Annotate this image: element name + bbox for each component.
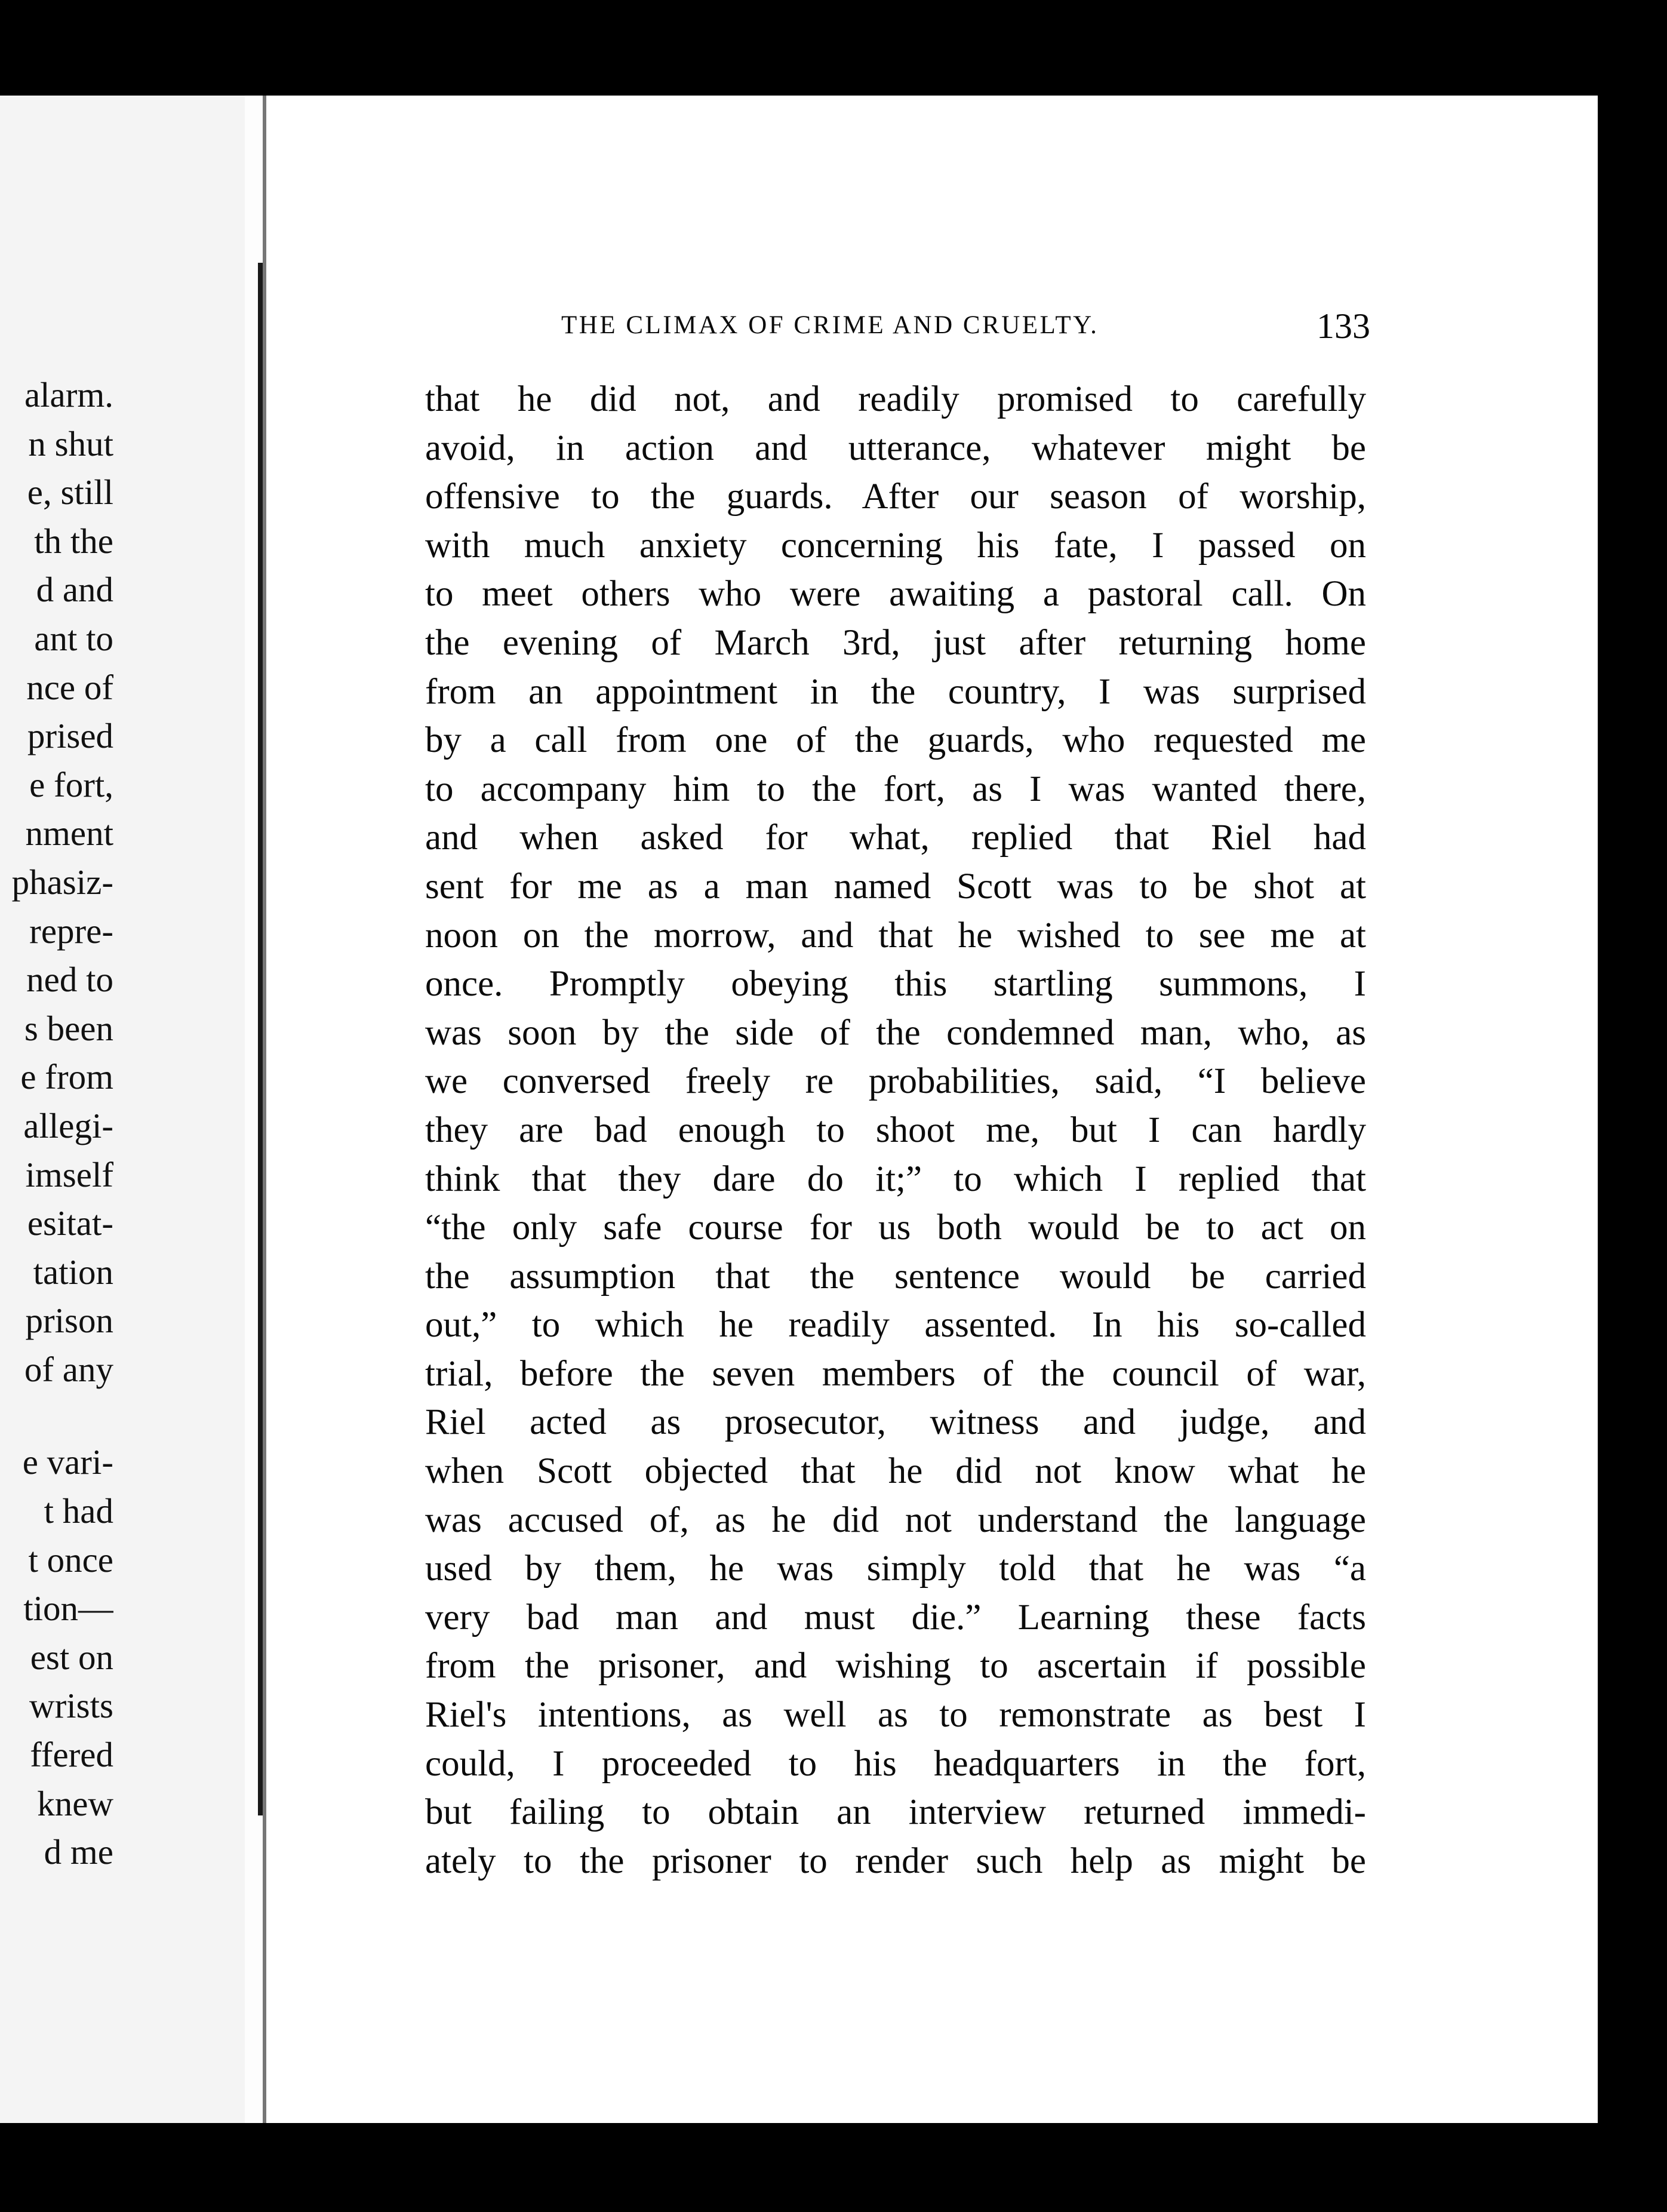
previous-page-line: imself	[25, 1154, 113, 1194]
previous-page-line: esitat-	[27, 1203, 113, 1243]
text-line: the evening of March 3rd, just after returning home	[425, 622, 1366, 663]
text-line: used by them, he was simply told that he was “a	[425, 1549, 1366, 1589]
text-line: out,” to which he readily assented. In his so-called	[425, 1305, 1366, 1345]
previous-page-line: nce of	[26, 667, 113, 707]
text-line: offensive to the guards. After our season of worship,	[425, 477, 1366, 517]
previous-page-fragment	[0, 96, 257, 2123]
previous-page-text	[0, 371, 113, 1877]
previous-page-lines-bottom	[0, 1438, 113, 1876]
previous-page-lines-top	[0, 371, 113, 1394]
previous-page-line: e vari-	[22, 1442, 113, 1482]
body-text	[425, 375, 1366, 1885]
text-line: noon on the morrow, and that he wished to see me at	[425, 915, 1366, 956]
text-line: but failing to obtain an interview returned immedi-	[425, 1792, 1366, 1833]
previous-page-line: nment	[25, 813, 113, 853]
previous-page-line: tion—	[23, 1589, 113, 1629]
running-head-title: THE CLIMAX OF CRIME AND CRUELTY.	[561, 311, 1099, 339]
text-line: ately to the prisoner to render such help as might be	[425, 1841, 1366, 1881]
previous-page-line: e, still	[27, 472, 113, 512]
previous-page-line: e from	[20, 1057, 113, 1097]
previous-page-line: tation	[33, 1252, 113, 1292]
text-line: by a call from one of the guards, who requested me	[425, 720, 1366, 761]
previous-page-line: d me	[44, 1832, 113, 1872]
previous-page-line: ffered	[30, 1735, 113, 1775]
text-line: the assumption that the sentence would be carried	[425, 1256, 1366, 1297]
text-line: trial, before the seven members of the council of war,	[425, 1353, 1366, 1394]
text-line: to accompany him to the fort, as I was wanted there,	[425, 769, 1366, 809]
text-line: very bad man and must die.” Learning these facts	[425, 1597, 1366, 1638]
text-line: think that they dare do it;” to which I replied that	[425, 1159, 1366, 1199]
previous-page-line: prison	[25, 1301, 113, 1341]
text-line: from the prisoner, and wishing to ascertain if possible	[425, 1646, 1366, 1686]
text-line: and when asked for what, replied that Riel had	[425, 818, 1366, 858]
text-line: was soon by the side of the condemned man, who, as	[425, 1012, 1366, 1053]
previous-page-line: ned to	[26, 960, 113, 1000]
text-line: sent for me as a man named Scott was to be shot at	[425, 866, 1366, 907]
running-head	[561, 306, 1370, 346]
previous-page-line: of any	[24, 1349, 113, 1389]
previous-page-line: d and	[36, 570, 113, 610]
text-line: when Scott objected that he did not know what he	[425, 1451, 1366, 1492]
text-line: Riel acted as prosecutor, witness and judge, and	[425, 1402, 1366, 1443]
previous-page-line: wrists	[29, 1686, 113, 1726]
text-line: to meet others who were awaiting a pastoral call. On	[425, 574, 1366, 615]
text-line: was accused of, as he did not understand the language	[425, 1500, 1366, 1540]
page-number: 133	[1317, 306, 1370, 346]
previous-page-line: est on	[30, 1637, 113, 1677]
text-line: they are bad enough to shoot me, but I can hardly	[425, 1110, 1366, 1150]
previous-page-line: allegi-	[23, 1105, 113, 1145]
previous-page-line: repre-	[29, 911, 113, 951]
previous-page-line: t once	[28, 1540, 113, 1580]
previous-page-line: n shut	[28, 423, 113, 463]
text-line: that he did not, and readily promised to carefully	[425, 379, 1366, 419]
text-line: we conversed freely re probabilities, said, “I believe	[425, 1061, 1366, 1102]
previous-page-line: knew	[37, 1783, 113, 1823]
text-line: avoid, in action and utterance, whatever might be	[425, 428, 1366, 468]
previous-page-line: ant to	[34, 618, 113, 658]
previous-page-line: e fort,	[29, 764, 113, 804]
previous-page-line: th the	[34, 521, 113, 561]
previous-page-line: s been	[24, 1008, 113, 1048]
text-line: from an appointment in the country, I was surprised	[425, 671, 1366, 712]
text-line: “the only safe course for us both would be to act on	[425, 1208, 1366, 1248]
text-line: once. Promptly obeying this startling summons, I	[425, 964, 1366, 1004]
previous-page-line: alarm.	[24, 375, 113, 414]
text-line: with much anxiety concerning his fate, I passed on	[425, 525, 1366, 566]
previous-page-line: prised	[27, 716, 113, 756]
previous-page-line: phasiz-	[11, 862, 113, 902]
text-line: Riel's intentions, as well as to remonstrate as best I	[425, 1695, 1366, 1735]
previous-page-line: t had	[44, 1491, 113, 1531]
binding-spine	[258, 263, 263, 1815]
text-line: could, I proceeded to his headquarters in the fort,	[425, 1743, 1366, 1784]
